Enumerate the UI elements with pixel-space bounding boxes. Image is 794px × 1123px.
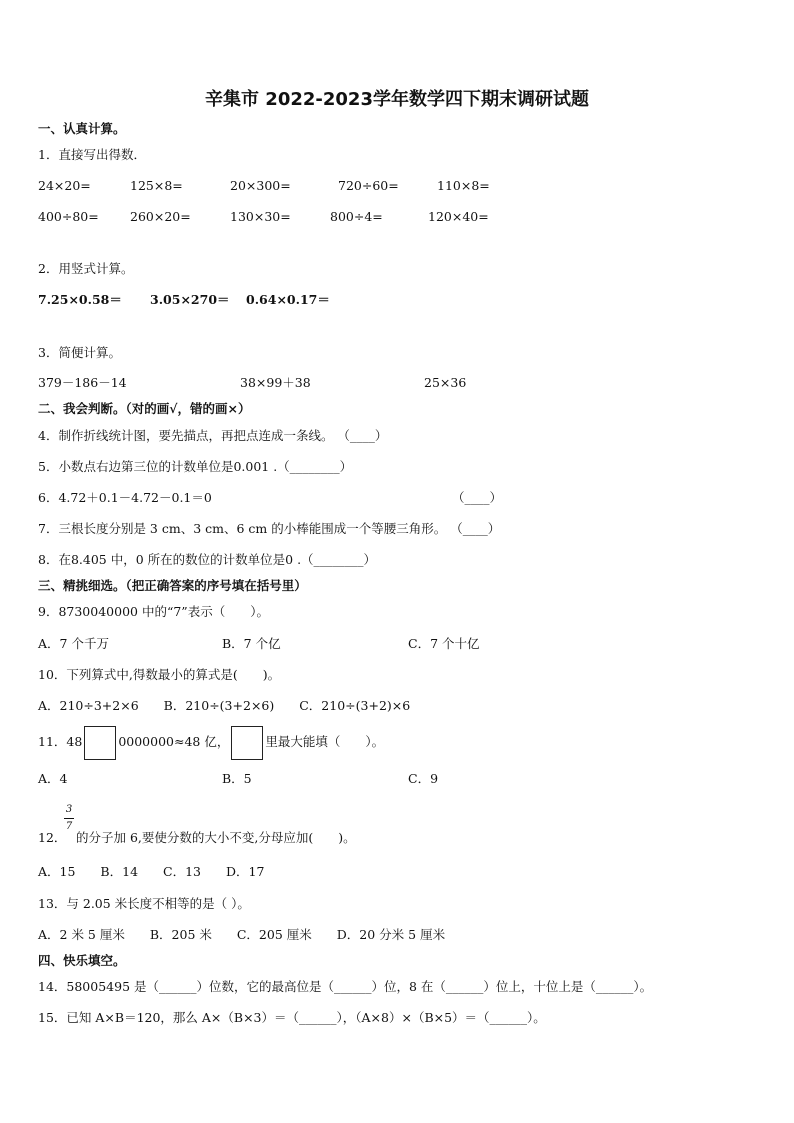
option: A．4 (38, 771, 68, 786)
section-1-heading: 一、认真计算。 (38, 121, 126, 136)
question-7: 7．三根长度分别是 3 cm、3 cm、6 cm 的小棒能围成一个等腰三角形。 （____） (38, 521, 501, 536)
vertical-calc-item: 0.64×0.17＝ (246, 292, 330, 307)
section-2-heading: 二、我会判断。（对的画√，错的画×） (38, 401, 251, 416)
calc-item: 20×300= (230, 178, 291, 193)
q11-text-b: 0000000≈48 亿， (118, 734, 230, 749)
question-3: 3．简便计算。 (38, 345, 121, 360)
q11-text-c: 里最大能填（ ）。 (265, 734, 385, 749)
question-11 (38, 725, 384, 760)
answer-box (231, 726, 263, 760)
calc-item: 400÷80= (38, 209, 99, 224)
question-6: 6．4.72＋0.1－4.72－0.1＝0 (38, 490, 212, 505)
question-8: 8．在8.405 中，0 所在的数位的计数单位是0 .（________） (38, 552, 377, 567)
calc-item: 130×30= (230, 209, 291, 224)
simplify-item: 379－186－14 (38, 375, 127, 390)
calc-item: 720÷60= (338, 178, 399, 193)
calc-item: 125×8= (130, 178, 183, 193)
q11-text-a: 11．48 (38, 734, 83, 749)
calc-item: 120×40= (428, 209, 489, 224)
calc-item: 24×20= (38, 178, 91, 193)
fraction (64, 804, 74, 833)
section-4-heading: 四、快乐填空。 (38, 953, 126, 968)
question-1: 1．直接写出得数． (38, 147, 146, 162)
fraction-bar (64, 818, 74, 819)
page-title: 辛集市 2022-2023学年数学四下期末调研试题 (205, 89, 589, 110)
question-4: 4．制作折线统计图，要先描点，再把点连成一条线。 （____） (38, 428, 388, 443)
option: C．9 (408, 771, 439, 786)
question-12-number: 12． (38, 830, 67, 845)
question-15: 15．已知 A×B＝120，那么 A×（B×3）＝（______），（A×8）×（B×5）＝（______）。 (38, 1010, 546, 1025)
options-row: A．15 B．14 C．13 D．17 (38, 864, 265, 879)
calc-item: 800÷4= (330, 209, 383, 224)
options-row: A．2 米 5 厘米 B．205 米 C．205 厘米 D．20 分米 5 厘米 (38, 927, 446, 942)
option: B．7 个亿 (222, 636, 281, 651)
fraction-numerator: 3 (65, 804, 73, 815)
vertical-calc-item: 3.05×270＝ (150, 292, 230, 307)
answer-paren: （____） (452, 490, 503, 505)
question-13: 13．与 2.05 米长度不相等的是（ ）。 (38, 896, 250, 911)
option: B．5 (222, 771, 252, 786)
section-3-heading: 三、精挑细选。（把正确答案的序号填在括号里） (38, 578, 307, 593)
calc-item: 110×8= (437, 178, 490, 193)
question-14: 14．58005495 是（______）位数，它的最高位是（______）位，8 在（______）位上，十位上是（______）。 (38, 979, 653, 994)
option: A．7 个千万 (38, 636, 109, 651)
answer-box (84, 726, 116, 760)
option: C．7 个十亿 (408, 636, 480, 651)
question-12: 的分子加 6,要使分数的大小不变,分母应加( )。 (76, 830, 356, 845)
calc-item: 260×20= (130, 209, 191, 224)
simplify-item: 25×36 (424, 375, 467, 390)
question-5: 5．小数点右边第三位的计数单位是0.001 .（________） (38, 459, 353, 474)
question-10: 10．下列算式中,得数最小的算式是( )。 (38, 667, 281, 682)
options-row: A．210÷3+2×6 B．210÷(3+2×6) C．210÷(3+2)×6 (38, 698, 411, 713)
simplify-item: 38×99＋38 (240, 375, 311, 390)
question-9: 9．8730040000 中的“7”表示（ ）。 (38, 604, 269, 619)
question-2: 2．用竖式计算。 (38, 261, 134, 276)
vertical-calc-item: 7.25×0.58＝ (38, 292, 122, 307)
fraction-denominator: 7 (65, 821, 73, 832)
